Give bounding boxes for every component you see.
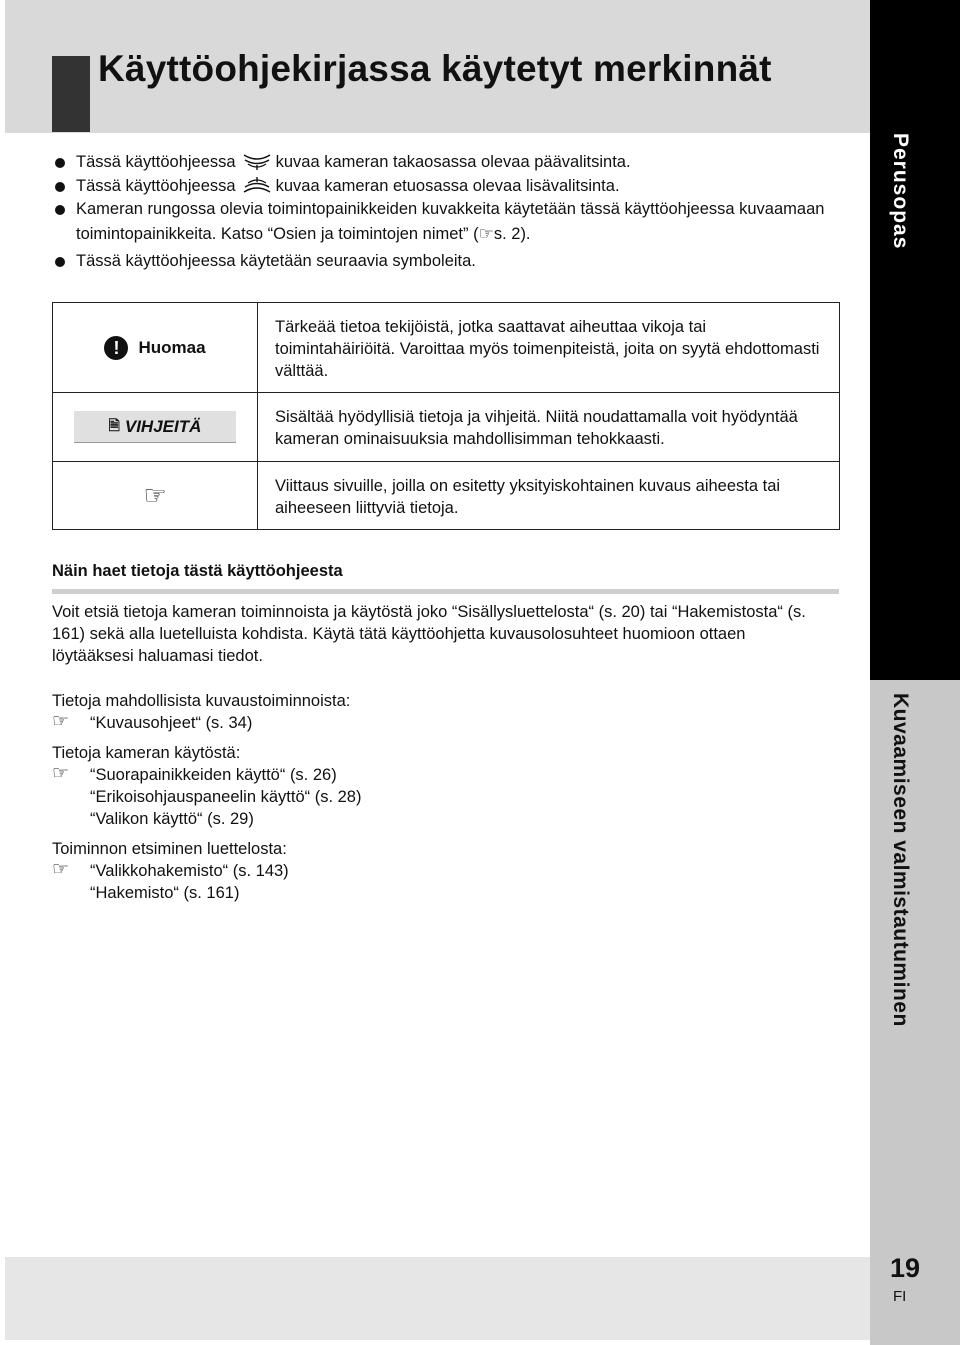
ref-group-camera-use — [52, 742, 361, 830]
list-item: “Erikoisohjauspaneelin käyttö“ (s. 28) — [90, 788, 362, 806]
pointing-hand-icon: ☞ — [52, 859, 70, 880]
side-tab-active — [870, 0, 960, 680]
side-tab-label-perusopas: Perusopas — [889, 133, 912, 250]
pointing-hand-icon: ☞ — [52, 763, 70, 784]
note-label: Huomaa — [138, 337, 206, 357]
side-tab-inactive — [870, 680, 960, 1345]
footer-band — [5, 1257, 870, 1340]
side-tab-label-valmistautuminen: Kuvaamiseen valmistautuminen — [889, 693, 912, 1027]
ref-group-title: Tietoja mahdollisista kuvaustoiminnoista: — [52, 692, 351, 710]
bullet-sub-dial: Tässä käyttöohjeessa kuvaa kameran etuosassa olevaa lisävalitsinta. — [52, 175, 852, 199]
language-code: FI — [893, 1288, 907, 1305]
note-description: Tärkeää tietoa tekijöistä, jotka saattavat aiheuttaa vikoja tai toimintahäiriöitä. Varoittaa myös toimenpiteistä, joita on syytä ehdottomasti välttää. — [258, 303, 840, 393]
hint-symbol-cell — [53, 393, 258, 462]
section-intro: Voit etsiä tietoja kameran toiminnoista ja käytöstä joko “Sisällysluettelosta“ (s. 20) tai “Hakemistosta“ (s. 161) sekä alla luetelluista kohdista. Käytä tätä käyttöohjetta kuvausolosuhteet huomioon ottaen löytääksesi haluamasi tiedot. — [52, 603, 806, 665]
ref-group-title: Toiminnon etsiminen luettelosta: — [52, 840, 287, 858]
table-row — [53, 303, 840, 393]
list-item: ☞ “Kuvausohjeet“ (s. 34) — [52, 711, 253, 732]
note-symbol-cell — [53, 303, 258, 393]
pointing-hand-icon: ☞ — [143, 480, 167, 510]
reference-description: Viittaus sivuille, joilla on esitetty yksityiskohtainen kuvaus aiheesta tai aiheeseen liittyviä tietoja. — [258, 462, 840, 530]
bullet-list — [52, 151, 852, 274]
sub-dial-icon — [242, 176, 272, 195]
table-row — [53, 393, 840, 462]
page-number: 19 — [890, 1253, 921, 1283]
page-title: Käyttöohjekirjassa käytetyt merkinnät — [98, 48, 772, 89]
list-item: “Valikon käyttö“ (s. 29) — [90, 810, 254, 828]
memo-icon: 🗎 — [108, 416, 120, 433]
hint-description: Sisältää hyödyllisiä tietoja ja vihjeitä. Niitä noudattamalla voit hyödyntää kameran ominaisuuksia mahdollisimman tehokkaasti. — [258, 393, 840, 462]
list-item: ☞ “Suorapainikkeiden käyttö“ (s. 26) — [52, 763, 337, 784]
title-marker — [52, 56, 90, 132]
ref-group-title: Tietoja kameran käytöstä: — [52, 744, 241, 762]
hint-label: VIHJEITÄ — [124, 416, 202, 436]
bullet-symbols: Tässä käyttöohjeessa käytetään seuraavia symboleita. — [52, 250, 852, 274]
symbols-table — [52, 302, 840, 530]
section-heading: Näin haet tietoja tästä käyttöohjeesta — [52, 562, 343, 580]
bullet-button-icons: Kameran rungossa olevia toimintopainikkeiden kuvakkeita käytetään tässä käyttöohjeessa kuvaamaan toimintopainikkeita. Katso “Osien ja toimintojen nimet” (☞s. 2). — [52, 198, 852, 246]
section-divider — [52, 589, 839, 594]
reference-list — [52, 690, 361, 912]
list-item: ☞ “Valikkohakemisto“ (s. 143) — [52, 859, 289, 880]
ref-group-index — [52, 838, 361, 904]
exclamation-icon: ! — [104, 336, 128, 360]
bullet-main-dial: Tässä käyttöohjeessa kuvaa kameran takaosassa olevaa päävalitsinta. — [52, 151, 852, 175]
main-dial-icon — [242, 152, 272, 171]
list-item: “Hakemisto“ (s. 161) — [90, 884, 240, 902]
table-row — [53, 462, 840, 530]
ref-group-shooting — [52, 690, 361, 734]
pointing-hand-icon: ☞ — [52, 711, 70, 732]
reference-symbol-cell — [53, 462, 258, 530]
pointing-hand-icon: ☞ — [478, 223, 494, 243]
